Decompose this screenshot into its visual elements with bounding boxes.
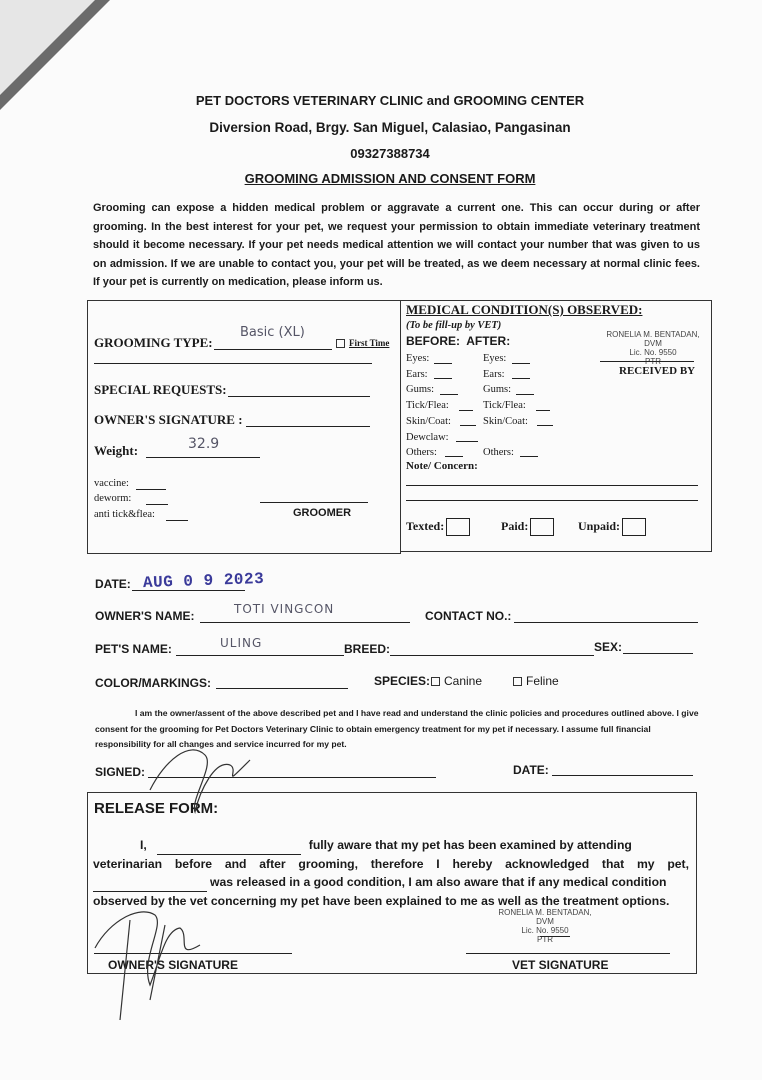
species-label: SPECIES: [374,674,431,688]
consent-paragraph: I am the owner/assent of the above described pet and I have read and understand the clinic policies and procedures outlined above. I give consent for the grooming for Pet Doctors Veterinary Clinic to obtain emergency treatment for my pet if necessary. I assume full financial responsibility for all changes and service incurred for my pet. [95,708,699,749]
release-vet-signature-label: VET SIGNATURE [512,958,609,972]
signed-signature-scribble [150,750,250,812]
color-markings-label: COLOR/MARKINGS: [95,676,211,690]
before-item: Gums: [406,384,435,396]
release-stamp-ptr: PTR [537,935,553,944]
paid-label: Paid: [501,518,529,533]
before-item: Dewclaw: [406,431,449,443]
pet-name-label: PET'S NAME: [95,642,172,656]
owner-release-signature-scribble [95,912,200,1020]
note-concern-label: Note/ Concern: [406,460,478,472]
clinic-name: PET DOCTORS VETERINARY CLINIC and GROOMING CENTER [195,93,585,108]
before-item: Ears: [406,368,428,380]
release-owner-signature-label: OWNER'S SIGNATURE [108,958,238,972]
medical-condition-subtitle: (To be fill-up by VET) [406,320,502,331]
feline-label: Feline [526,674,559,688]
medical-condition-title: MEDICAL CONDITION(S) OBSERVED: [406,302,643,317]
release-line-1-suffix: fully aware that my pet has been examined by attending [308,838,632,852]
vet-stamp-license: Lic. No. 9550 [629,348,677,357]
vet-stamp-ptr: PTR [645,357,661,366]
release-form-title: RELEASE FORM: [94,800,219,817]
signed-label: SIGNED: [95,765,146,779]
antitick-label: anti tick&flea: [94,509,155,520]
owner-name-value: TOTI VINGCON [234,602,335,616]
clinic-address: Diversion Road, Brgy. San Miguel, Calasiao, Pangasinan [209,120,571,135]
contact-label: CONTACT NO.: [425,609,512,623]
before-after-header: BEFORE: AFTER: [406,334,511,348]
release-stamp-name: RONELIA M. BENTADAN, DVM [498,908,592,926]
after-item: Skin/Coat: [483,415,528,427]
vaccine-label: vaccine: [94,478,129,489]
sex-label: SEX: [594,640,623,654]
weight-label: Weight: [94,443,139,458]
clinic-phone: 09327388734 [350,146,430,161]
owner-name-label: OWNER'S NAME: [95,609,195,623]
breed-label: BREED: [344,642,391,656]
before-item: Others: [406,447,437,459]
after-item: Ears: [483,368,505,380]
texted-label: Texted: [406,518,445,533]
release-stamp-license: Lic. No. 9550 [521,926,569,935]
canine-label: Canine [444,674,483,688]
after-item: Tick/Flea: [483,400,526,412]
release-line-4: observed by the vet concerning my pet have been explained to me as well as the treatment options. [93,894,670,908]
weight-value: 32.9 [188,436,220,452]
grooming-type-label: GROOMING TYPE: [94,335,213,350]
form-title: GROOMING ADMISSION AND CONSENT FORM [244,171,536,186]
intro-paragraph: Grooming can expose a hidden medical problem or aggravate a current one. This can occur during or after grooming. In the best interest for your pet, we request your permission to obtain immediate veterinary treatment should it become necessary. If your pet needs medical attention we will contact your number that was given to us on admission. If we are unable to contact you, your pet will be treated, as we deem necessary at normal clinic fees. If your pet is currently on medication, please inform us. [93,202,700,289]
special-requests-label: SPECIAL REQUESTS: [94,382,227,397]
grooming-type-value: Basic (XL) [240,325,305,340]
received-by-label: RECEIVED BY [619,365,696,377]
owner-signature-label: OWNER'S SIGNATURE : [94,412,243,427]
release-line-1-prefix: I, [140,838,147,852]
date-label: DATE: [95,577,131,591]
vet-stamp-name: RONELIA M. BENTADAN, DVM [606,330,700,348]
deworm-label: deworm: [94,493,132,504]
before-item: Eyes: [406,353,430,364]
after-item: Gums: [483,384,512,396]
after-item: Eyes: [483,353,507,364]
before-item: Skin/Coat: [406,415,451,427]
date-stamp-value: AUG 0 9 2023 [142,569,265,593]
date2-label: DATE: [513,763,549,777]
groomer-label: GROOMER [293,507,352,519]
pet-name-value: ULING [220,636,263,650]
after-item: Others: [483,447,514,459]
release-line-3-suffix: was released in a good condition, I am also aware that if any medical condition [210,875,667,889]
unpaid-label: Unpaid: [578,518,621,533]
before-item: Tick/Flea: [406,400,449,412]
first-time-label: First Time [349,338,390,348]
release-line-2: veterinarian before and after grooming, therefore I hereby acknowledged that my pet, [93,857,689,871]
